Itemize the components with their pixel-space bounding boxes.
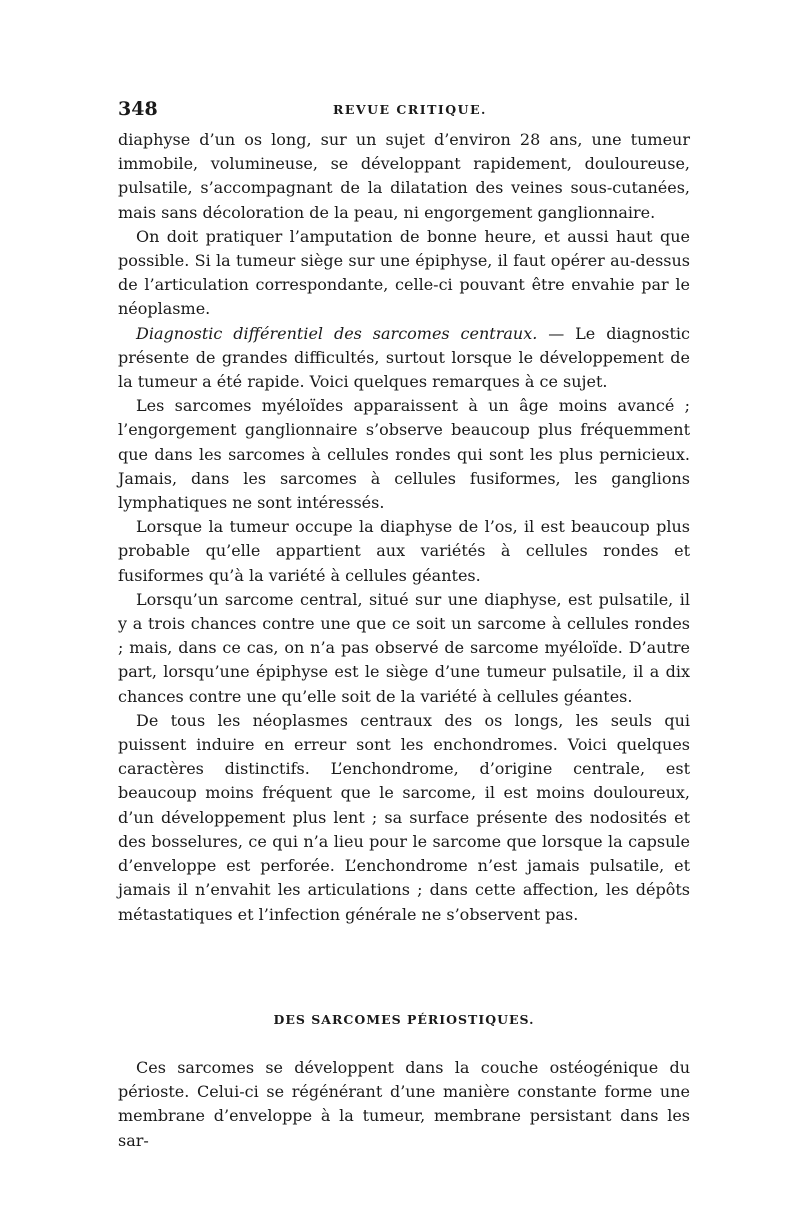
page-header — [118, 98, 688, 122]
paragraph — [118, 225, 690, 322]
paragraph — [118, 128, 690, 225]
paragraph-text: On doit pratiquer l’amputation de bonne heure, et aussi haut que possible. Si la tumeur siège sur une épiphyse, il faut opérer au-dessus de l’articulation correspondante, celle-ci pouvant être envahie par le néoplasme. — [118, 226, 690, 319]
paragraph — [118, 588, 690, 709]
paragraph — [118, 322, 690, 395]
page-number: 348 — [118, 98, 158, 120]
paragraph-text: Lorsque la tumeur occupe la diaphyse de l’os, il est beaucoup plus probable qu’elle appartient aux variétés à cellules rondes et fusiformes qu’à la variété à cellules géantes. — [118, 517, 690, 585]
paragraph-lead: Diagnostic différentiel des sarcomes centraux. — [136, 323, 538, 343]
section-text — [118, 1056, 690, 1153]
paragraph-text: — Le diagnostic présente de grandes difficultés, surtout lorsque le développement de la tumeur a été rapide. Voici quelques remarques à ce sujet. — [118, 323, 690, 392]
paragraph-text: Ces sarcomes se développent dans la couche ostéogénique du périoste. Celui-ci se régénérant d’une manière constante forme une membrane d’enveloppe à la tumeur, membrane persistant dans les sar- — [118, 1058, 690, 1150]
paragraph — [118, 709, 690, 927]
paragraph — [118, 394, 690, 515]
running-title: REVUE CRITIQUE. — [333, 102, 487, 117]
paragraph-text: Lorsqu’un sarcome central, situé sur une diaphyse, est pulsatile, il y a trois chances contre une que ce soit un sarcome à cellules rondes ; mais, dans ce cas, on n’a pas observé de sarcome myéloïde. D’autre part, lorsqu’une épiphyse est le siège d’une tumeur pulsatile, il a dix chances contre une qu’elle soit de la variété à cellules géantes. — [118, 589, 690, 706]
paragraph-text: diaphyse d’un os long, sur un sujet d’environ 28 ans, une tumeur immobile, volumineuse, se développant rapidement, douloureuse, pulsatile, s’accompagnant de la dilatation des veines sous-cutanées, mais sans décoloration de la peau, ni engorgement ganglionnaire. — [118, 130, 690, 222]
paragraph — [118, 1056, 690, 1153]
body-text — [118, 128, 690, 927]
paragraph — [118, 515, 690, 588]
paragraph-text: Les sarcomes myéloïdes apparaissent à un âge moins avancé ; l’engorgement ganglionnaire s’observe beaucoup plus fréquemment que dans les sarcomes à cellules rondes qui sont les plus pernicieux. Jamais, dans les sarcomes à cellules fusiformes, les ganglions lymphatiques ne sont intéressés. — [118, 396, 690, 513]
paragraph-text: De tous les néoplasmes centraux des os longs, les seuls qui puissent induire en erreur sont les enchondromes. Voici quelques caractères distinctifs. L’enchondrome, d’origine centrale, est beaucoup moins fréquent que le sarcome, il est moins douloureux, d’un développement plus lent ; sa surface présente des nodosités et des bosselures, ce qui n’a lieu pour le sarcome que lorsque la capsule d’enveloppe est perforée. L’enchondrome n’est jamais pulsatile, et jamais il n’envahit les articulations ; dans cette affection, les dépôts métastatiques et l’infection générale ne s’observent pas. — [118, 710, 690, 924]
section-title: DES SARCOMES PÉRIOSTIQUES. — [273, 1012, 535, 1027]
